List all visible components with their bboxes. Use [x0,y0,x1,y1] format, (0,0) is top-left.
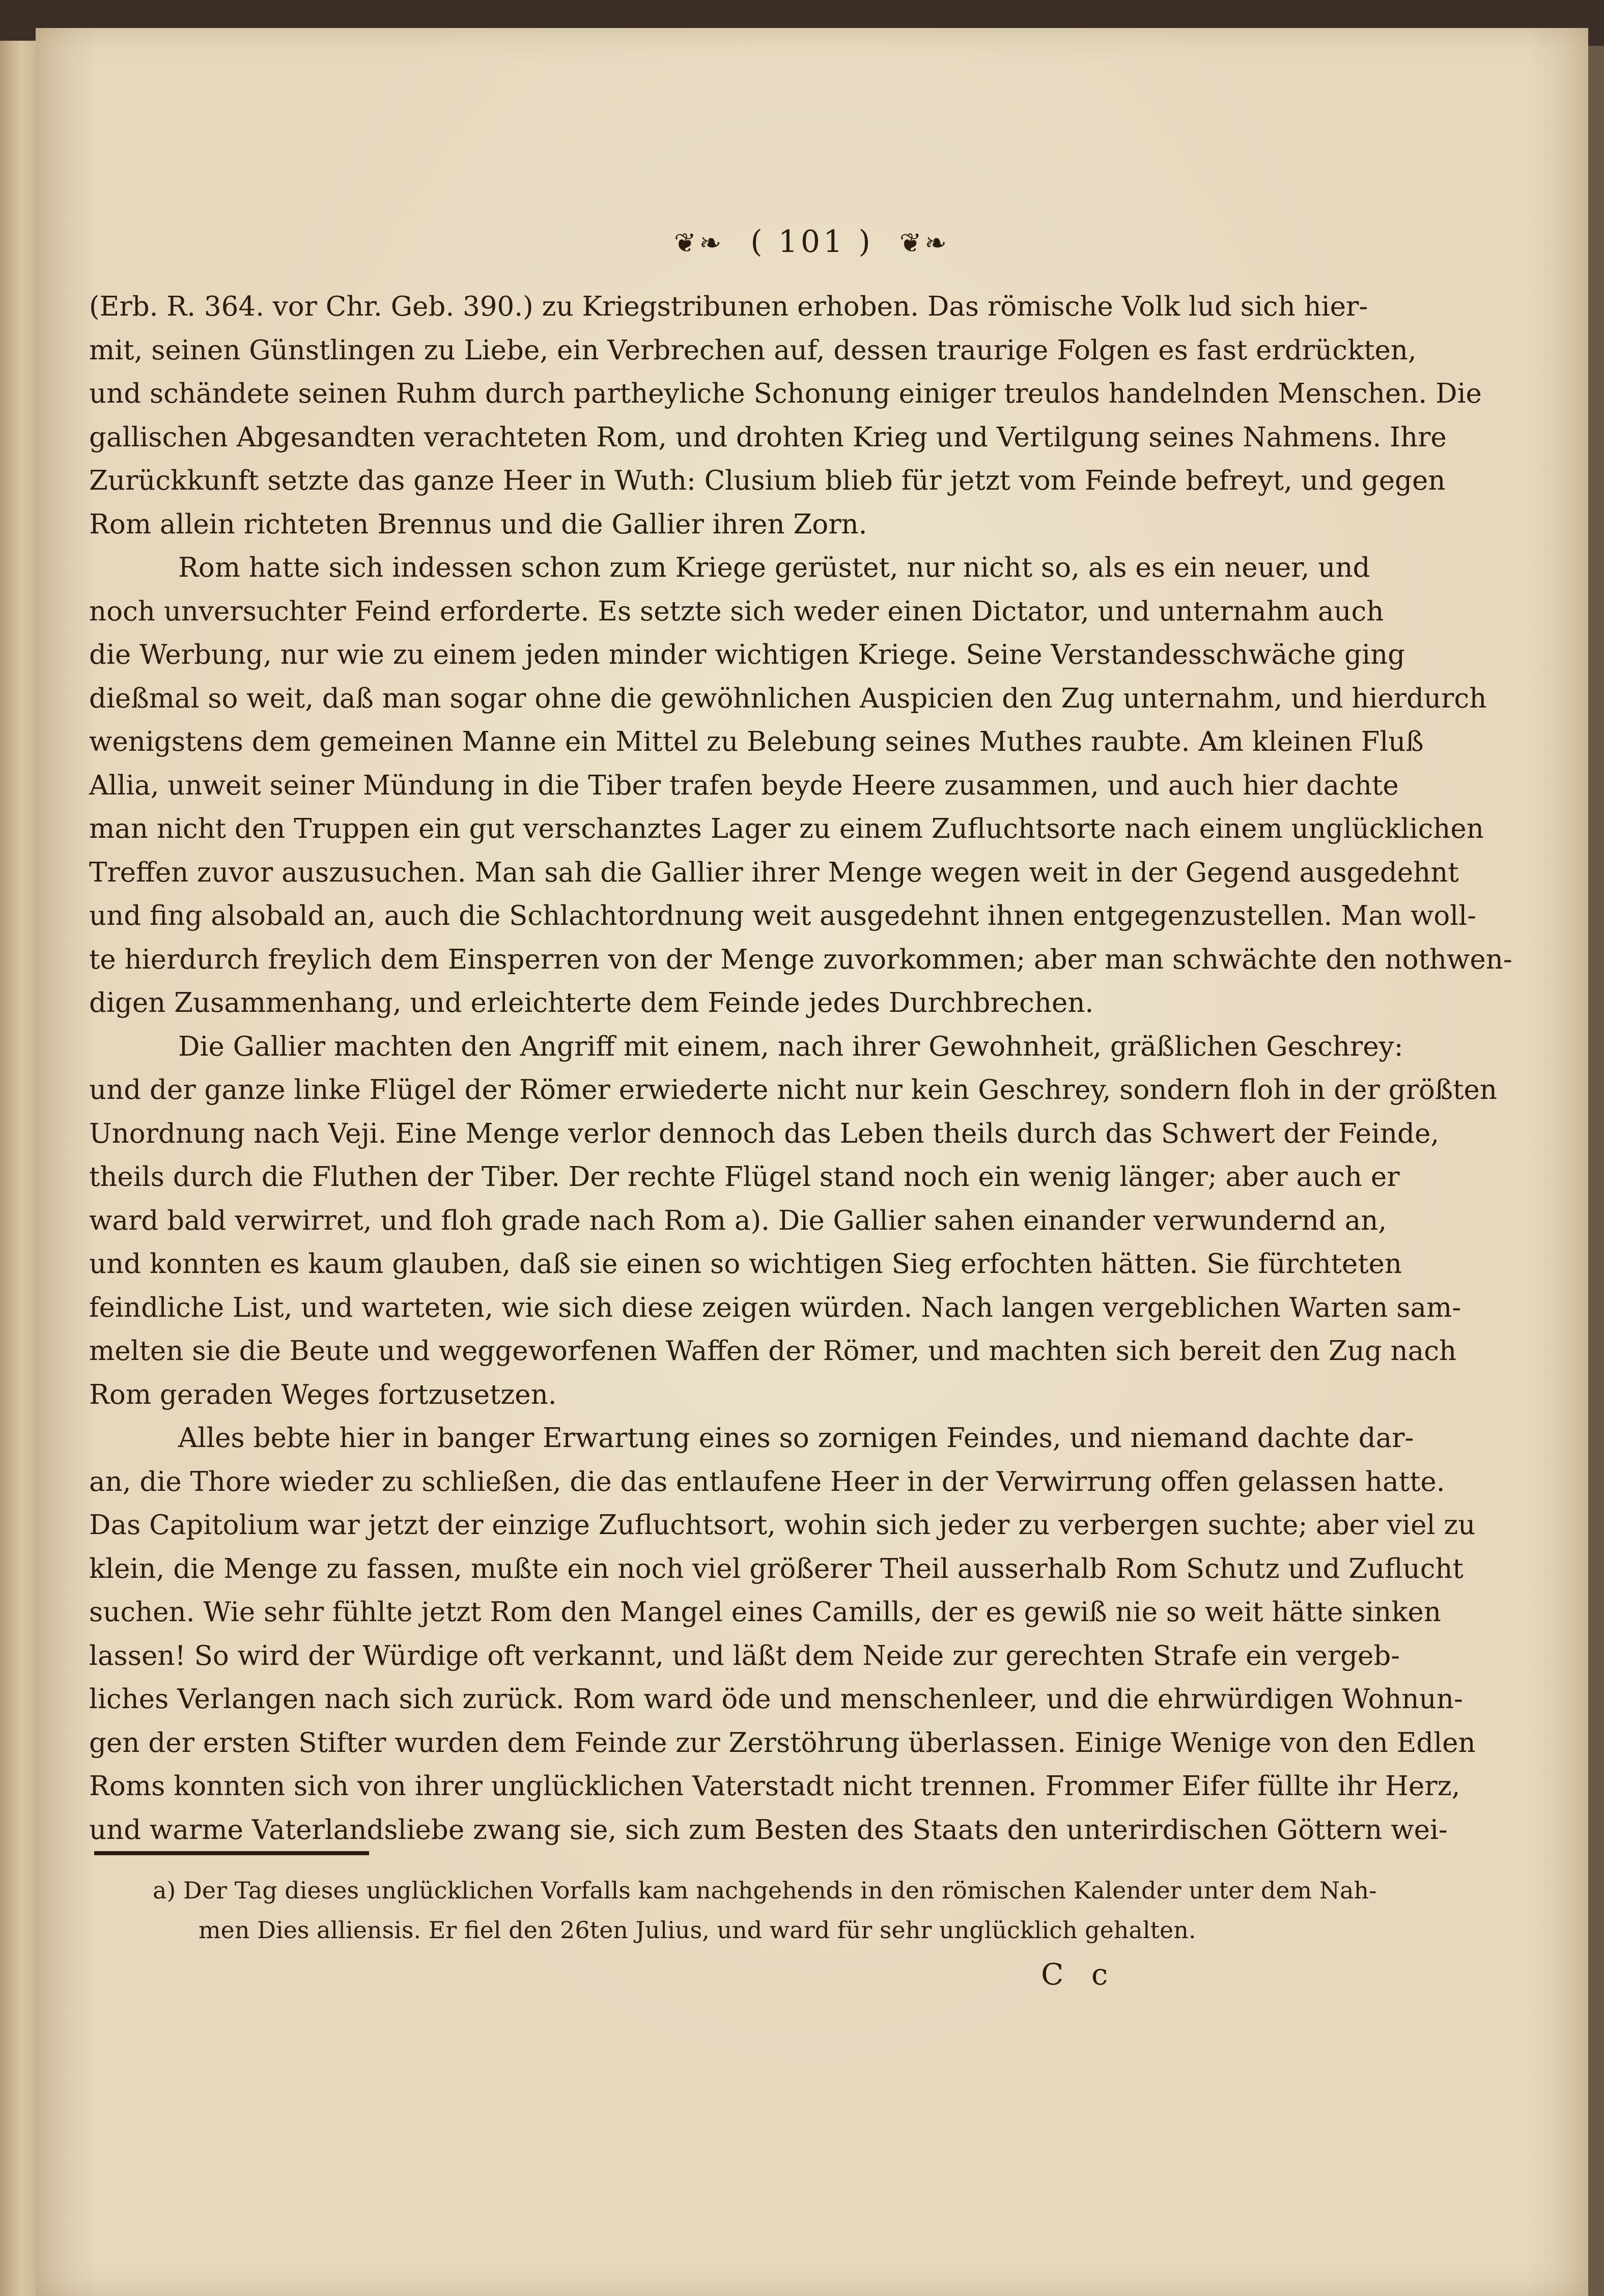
text-line: Die Gallier machten den Angriff mit einem, nach ihrer Gewohnheit, gräßlichen Geschrey: [178,1031,1403,1062]
body-text [89,285,1512,1852]
running-head [36,224,1588,260]
text-line: Allia, unweit seiner Mündung in die Tiber trafen beyde Heere zusammen, und auch hier dachte [89,770,1399,801]
text-line: Das Capitolium war jetzt der einzige Zufluchtsort, wohin sich jeder zu verbergen suchte; aber viel zu [89,1510,1476,1541]
text-line: die Werbung, nur wie zu einem jeden minder wichtigen Kriege. Seine Verstandesschwäche ging [89,639,1405,670]
text-line: Roms konnten sich von ihrer unglücklichen Vaterstadt nicht trennen. Frommer Eifer füllte ihr Herz, [89,1771,1460,1802]
text-line: und schändete seinen Ruhm durch partheyliche Schonung einiger treulos handelnden Menschen. Die [89,378,1482,409]
text-line: te hierdurch freylich dem Einsperren von der Menge zuvorkommen; aber man schwächte den nothwen- [89,944,1512,975]
text-line: feindliche List, und warteten, wie sich diese zeigen würden. Nach langen vergeblichen Warten sam- [89,1292,1461,1323]
text-line: Unordnung nach Veji. Eine Menge verlor dennoch das Leben theils durch das Schwert der Feinde, [89,1118,1440,1149]
text-line: noch unversuchter Feind erforderte. Es setzte sich weder einen Dictator, und unternahm auch [89,596,1384,627]
text-line: und konnten es kaum glauben, daß sie einen so wichtigen Sieg erfochten hätten. Sie fürchteten [89,1249,1402,1280]
text-line: man nicht den Truppen ein gut verschanztes Lager zu einem Zufluchtsorte nach einem unglücklichen [89,813,1484,844]
text-line: gallischen Abgesandten verachteten Rom, und drohten Krieg und Vertilgung seines Nahmens. Ihre [89,421,1447,453]
text-line: Alles bebte hier in banger Erwartung eines so zornigen Feindes, und niemand dachte dar- [178,1423,1414,1454]
signature-mark: C c [1041,1957,1117,1992]
page-right-edge [1588,46,1604,2296]
text-line: lassen! So wird der Würdige oft verkannt, und läßt dem Neide zur gerechten Strafe ein vergeb- [89,1640,1400,1671]
text-line: Treffen zuvor auszusuchen. Man sah die Gallier ihrer Menge wegen weit in der Gegend ausgedehnt [89,857,1459,888]
text-line: suchen. Wie sehr fühlte jetzt Rom den Mangel eines Camills, der es gewiß nie so weit hätte sinken [89,1597,1442,1628]
text-line: (Erb. R. 364. vor Chr. Geb. 390.) zu Kriegstribunen erhoben. Das römische Volk lud sich hier- [89,291,1368,322]
text-line: Rom hatte sich indessen schon zum Kriege gerüstet, nur nicht so, als es ein neuer, und [178,552,1370,583]
text-line: liches Verlangen nach sich zurück. Rom ward öde und menschenleer, und die ehrwürdigen Wohnun- [89,1684,1463,1715]
text-line: und warme Vaterlandsliebe zwang sie, sich zum Besten des Staats den unterirdischen Göttern wei- [89,1814,1448,1846]
adjacent-page-edge [0,41,36,2296]
text-line: digen Zusammenhang, und erleichterte dem Feinde jedes Durchbrechen. [89,987,1094,1018]
book-page [36,28,1588,2296]
text-line: klein, die Menge zu fassen, mußte ein noch viel größerer Theil ausserhalb Rom Schutz und Zuflucht [89,1553,1464,1584]
footnote-line: men Dies alliensis. Er fiel den 26ten Julius, und ward für sehr unglücklich gehalten. [199,1916,1196,1944]
text-line: Rom allein richteten Brennus und die Gallier ihren Zorn. [89,508,867,540]
text-line: theils durch die Fluthen der Tiber. Der rechte Flügel stand noch ein wenig länger; aber auch er [89,1161,1400,1193]
right-ornament: ❦❧ [899,228,950,259]
text-line: und fing alsobald an, auch die Schlachtordnung weit ausgedehnt ihnen entgegenzustellen. Man woll- [89,900,1477,931]
left-ornament: ❦❧ [674,228,725,259]
text-line: wenigstens dem gemeinen Manne ein Mittel zu Belebung seines Muthes raubte. Am kleinen Fluß [89,726,1424,757]
text-line: ward bald verwirret, und floh grade nach Rom a). Die Gallier sahen einander verwundernd an, [89,1205,1387,1236]
footnote-line: a) Der Tag dieses unglücklichen Vorfalls kam nachgehends in den römischen Kalender unter dem Nah- [153,1877,1377,1904]
text-line: Zurückkunft setzte das ganze Heer in Wuth: Clusium blieb für jetzt vom Feinde befreyt, und gegen [89,465,1446,496]
text-line: dießmal so weit, daß man sogar ohne die gewöhnlichen Auspicien den Zug unternahm, und hierdurch [89,683,1487,714]
text-line: und der ganze linke Flügel der Römer erwiederte nicht nur kein Geschrey, sondern floh in der größten [89,1074,1498,1106]
footnote-rule [94,1851,369,1855]
footnote [153,1870,1377,1950]
page-number: ( 101 ) [750,224,874,260]
text-line: mit, seinen Günstlingen zu Liebe, ein Verbrechen auf, dessen traurige Folgen es fast erdrückten, [89,334,1417,366]
text-line: gen der ersten Stifter wurden dem Feinde zur Zerstöhrung überlassen. Einige Wenige von den Edlen [89,1727,1476,1759]
text-line: Rom geraden Weges fortzusetzen. [89,1379,557,1410]
text-line: melten sie die Beute und weggeworfenen Waffen der Römer, und machten sich bereit den Zug nach [89,1336,1457,1367]
text-line: an, die Thore wieder zu schließen, die das entlaufene Heer in der Verwirrung offen gelassen hatte. [89,1466,1445,1497]
